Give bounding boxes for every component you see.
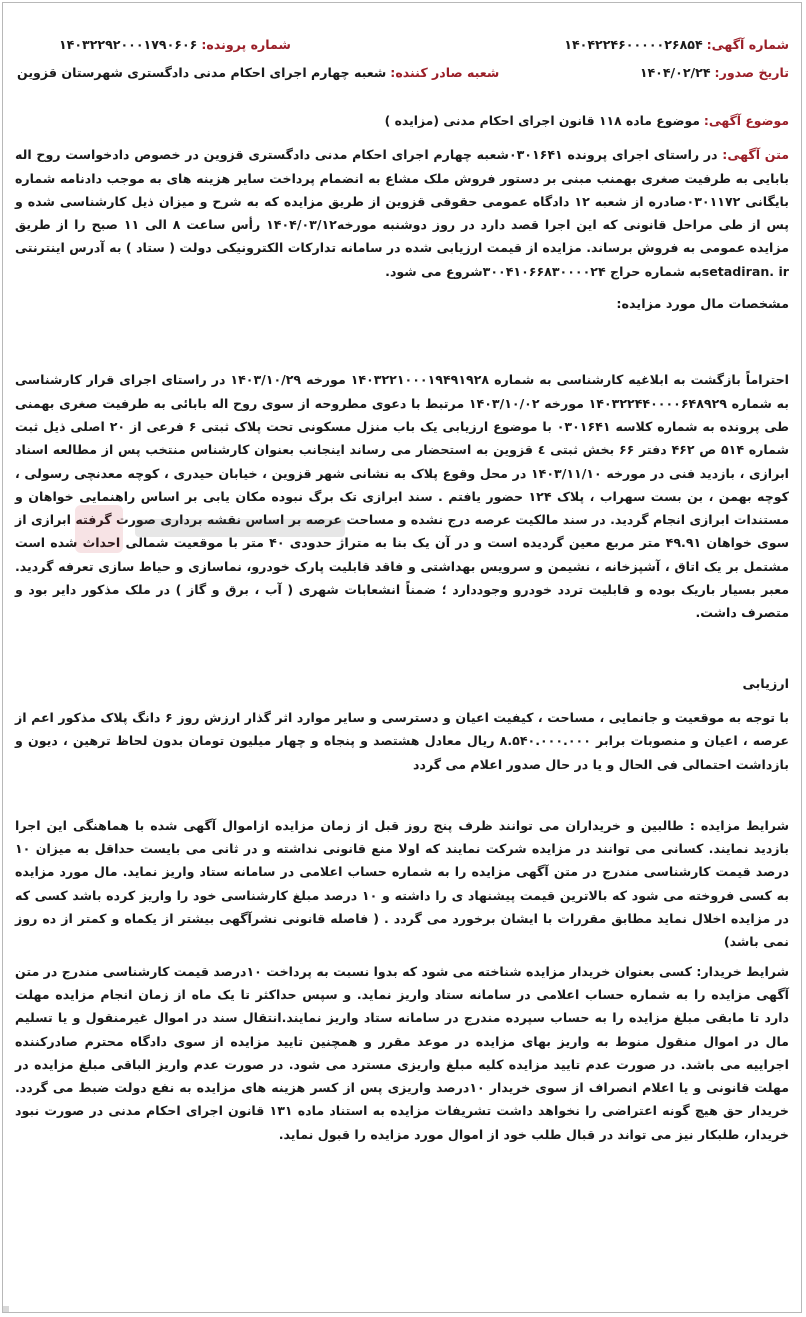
valuation-text: با توجه به موقعیت و جانمایی ، مساحت ، کیفیت اعیان و دسترسی و سایر موارد اثر گذار ارزش روز ۶ دانگ پلاک مذکور اعم از عرصه ، اعیان و منصوبات برابر ۸.۵۴۰.۰۰۰.۰۰۰ ریال معادل هشتصد و پنجاه و چهار میلیون تومان بدون لحاظ ترهین ، دیون و بازداشت احتمالی فی الحال و یا در حال صدور اعلام می گردد — [15, 709, 790, 772]
auction-conditions: شرایط مزایده : طالبین و خریداران می توانند ظرف پنج روز قبل از زمان مزایده ازاموال آگهی شده با هماهنگی این اجرا بازدید نمایند. کسانی می توانند در مزایده شرکت نمایند که اولا منع قانونی نداشته و در ثانی می بایست حداقل به میزان ۱۰ درصد قیمت کارشناسی مندرج در متن آگهی مزایده را به شماره حساب اعلامی در سامانه ستاد واریز نماید. مال مورد مزایده به کسی فروخته می شود که بالاترین قیمت پیشنهاد ی را داشته و ۱۰ درصد مبلغ کارشناسی خود را واریز کرده باشد کسی که در مزایده اخلال نماید مطابق مقررات با ایشان برخورد می گردد . ( فاصله قانونی نشرآگهی بیشتر از یکماه و کمتر از ده روز نمی باشد) — [15, 817, 789, 950]
notice-number-label: شماره آگهی: — [706, 37, 789, 52]
case-number-label: شماره پرونده: — [201, 37, 291, 52]
notice-text-body: در راستای اجرای پرونده ۰۳۰۱۶۴۱شعبه چهارم اجرای احکام مدنی دادگستری قزوین در خصوص دادخواست روح اله بابایی به طرفیت صغری بهمنب مبنی بر دستور فروش ملک مشاع به انضمام پرداخت سایر هزینه های به موجب دادنامه شماره بایگانی ۰۳۰۱۱۷۲صادره از شعبه ۱۲ دادگاه عمومی حقوقی قزوین از طریق مزایده که به شرح و میزان ذیل کارشناسی شده و پس از طی مراحل قانونی که این اجرا قصد دارد در روز دوشنبه مورخه۱۴۰۴/۰۳/۱۲ رأس ساعت ۸ الی ۱۱ صبح را از طریق مزایده عمومی به فروش برساند. مزایده از قیمت ارزیابی شده در سامانه تدارکات الکترونیکی دولت ( ستاد ) به آدرس اینترنتی setadiran. irبه شماره حراج ۳۰۰۴۱۰۶۶۸۳۰۰۰۰۲۴شروع می شود. — [15, 147, 789, 279]
header-row-2 — [15, 61, 789, 89]
notice-number — [564, 33, 789, 56]
subject-line — [15, 109, 789, 132]
issue-date-label: تاریخ صدور: — [714, 65, 789, 80]
notice-number-value: ۱۴۰۴۲۲۴۶۰۰۰۰۰۲۶۸۵۴ — [564, 37, 703, 52]
subject-label: موضوع آگهی: — [703, 113, 789, 128]
subject-value: موضوع ماده ۱۱۸ قانون اجرای احکام مدنی (مزایده ) — [384, 113, 700, 128]
notice-page — [2, 2, 802, 1313]
notice-text — [15, 143, 789, 283]
case-number-value: ۱۴۰۳۲۲۹۲۰۰۰۱۷۹۰۶۰۶ — [59, 37, 198, 52]
issue-date-value: ۱۴۰۴/۰۲/۲۴ — [639, 65, 711, 80]
header-row-1 — [15, 33, 789, 61]
issue-date — [640, 61, 789, 84]
scroll-corner — [3, 1306, 9, 1312]
notice-text-label: متن آگهی: — [722, 147, 790, 163]
property-description: احتراماً بازگشت به ابلاغیه کارشناسی به شماره ۱۴۰۳۲۲۱۰۰۰۱۹۴۹۱۹۲۸ مورخه ۱۴۰۳/۱۰/۲۹ در راستای اجرای قرار کارشناسی به شماره ۱۴۰۳۲۲۴۴۰۰۰۰۶۴۸۹۲۹ مورخه ۱۴۰۳/۱۰/۰۲ مرتبط با دعوی مطروحه از سوی روح اله بابائی به طرفیت صغری بهمنی طی پرونده به شماره کلاسه ۰۳۰۱۶۴۱ با موضوع ارزیابی یک باب منزل مسکونی تحت پلاک ثبتی ۶ فرعی از ۲۰ اصلی ذیل ثبت شماره ۵۱۴ ص ۴۶۲ دفتر ۶۶ بخش ثبتی ٤ قزوین به استحضار می رساند اینجانب بعنوان کارشناس منتخب پس از مطالعه اسناد ابرازی ، بازدید فنی در مورخه ۱۴۰۳/۱۱/۱۰ در محل وقوع پلاک به نشانی شهر قزوین ، خیابان حیدری ، کوچه معدنچی رسولی ، کوچه بهمن ، بن بست سهراب ، پلاک ۱۲۴ حضور یافتم . سند ابرازی تک برگ نبوده مکان یابی بر اساس راهنمایی خواهان و مستندات ابرازی انجام گردید. در سند مالکیت عرصه درج نشده و مساحت عرصه بر اساس نقشه برداری صورت گرفته ابرازی از سوی خواهان ۴۹.۹۱ متر مربع معین گردیده است و در آن یک بنا به متراژ حدودی ۴۰ متر با موقعیت شمالی احداث شده است مشتمل بر یک اتاق ، آشپزخانه ، نشیمن و سرویس بهداشتی و فاقد قابلیت پارک خودرو، نماسازی و حیاط سازی تعرفه گردید. معبر بسیار باریک بوده و قابلیت تردد خودرو وجوددارد ؛ ضمناً انشعابات شهری ( آب ، برق و گاز ) در ملک مذکور دایر بود و متصرف داشت. — [15, 372, 790, 621]
case-number — [15, 33, 291, 56]
issuer-value: شعبه چهارم اجرای احکام مدنی دادگستری شهرستان قزوین — [17, 65, 387, 80]
valuation-heading: ارزیابی — [742, 676, 789, 692]
issuer — [15, 61, 499, 84]
property-heading: مشخصات مال مورد مزایده: — [616, 297, 789, 313]
buyer-conditions: شرایط خریدار: کسی بعنوان خریدار مزایده شناخته می شود که بدوا نسبت به پرداخت ۱۰درصد قیمت کارشناسی مندرج در متن آگهی مزایده را به شماره حساب اعلامی در سامانه ستاد واریز نماید. و سپس حداکثر تا یک ماه از زمان انجام مزایده مهلت دارد تا مابقی مبلغ مزایده را به حساب سپرده مندرج در سامانه ستاد واریز نمایند.انتقال سند در اموال غیرمنقول و یا تسلیم مال در اموال منقول منوط به واریز بهای مزایده در موعد مقرر و همچنین تایید مزایده از سوی دادگاه محترم صادرکننده اجراییه می باشد. در صورت عدم تایید مزایده کلیه مبلغ واریزی مسترد می شود. در صورت عدم واریز الباقی مبلغ مزایده در مهلت قانونی و یا اعلام انصراف از سوی خریدار ۱۰درصد واریزی پس از کسر هزینه های مزایده به نفع دولت ضبط می گردد. خریدار حق هیچ گونه اعتراضی را نخواهد داشت تشریفات مزایده به استناد ماده ۱۳۱ قانون اجرای احکام مدنی در صورت نبود خریدار، طلبکار نیز می تواند در قبال طلب خود از اموال مورد مزایده را قبول نماید. — [15, 963, 789, 1142]
notice-document — [3, 3, 801, 1146]
issuer-label: شعبه صادر کننده: — [390, 65, 500, 80]
